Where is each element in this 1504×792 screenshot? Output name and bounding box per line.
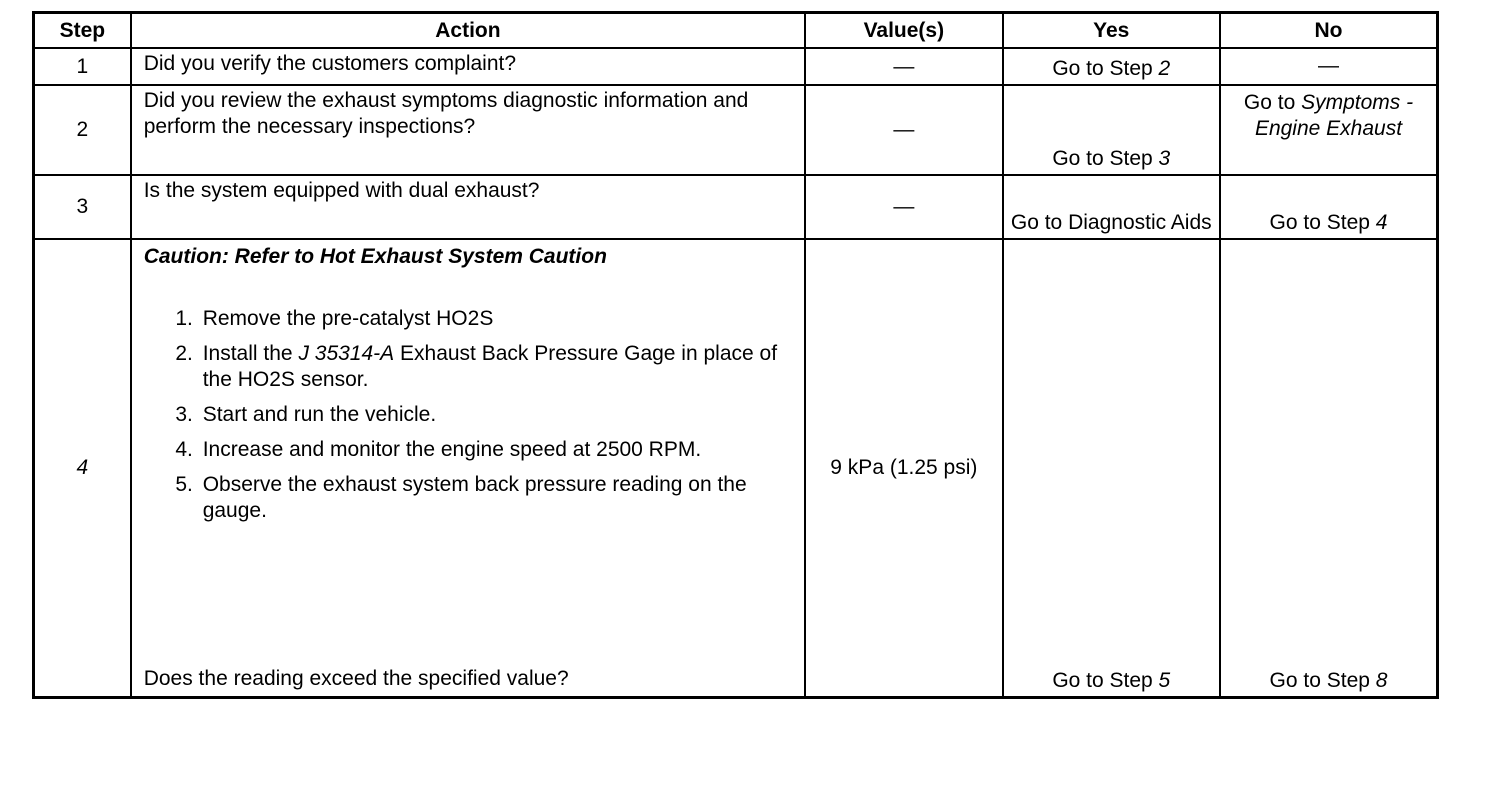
procedure-prefix: Install the: [202, 342, 299, 366]
no-cell: [1220, 175, 1438, 239]
table-row-step-3: [34, 175, 1438, 239]
action-text: Is the system equipped with dual exhaust?: [131, 175, 805, 239]
no-step-ref: 8: [1375, 669, 1388, 692]
no-cell: [1220, 85, 1438, 175]
action-text: Did you verify the customers complaint?: [131, 48, 805, 85]
step-number: 4: [34, 239, 131, 697]
procedure-step: 5. Observe the exhaust system back pressure reading on the gauge.: [199, 472, 792, 524]
yes-cell: [1003, 48, 1220, 85]
yes-prefix: Go to Step: [1052, 669, 1159, 692]
yes-step-ref: 2: [1158, 57, 1171, 81]
yes-prefix: Go to Step: [1052, 147, 1159, 171]
no-prefix: Go to Step: [1269, 669, 1376, 692]
no-cell: [1220, 239, 1438, 697]
procedure-step: 1. Remove the pre-catalyst HO2S: [199, 306, 792, 332]
header-values: Value(s): [805, 13, 1002, 49]
step-number: 3: [34, 175, 131, 239]
tool-part-number: J 35314-A: [298, 342, 395, 366]
header-row: [34, 13, 1438, 49]
procedure-list: [144, 306, 792, 524]
table-row-step-1: [34, 48, 1438, 85]
step-number: 1: [34, 48, 131, 85]
diagnostic-table: [32, 11, 1439, 699]
table-row-step-2: [34, 85, 1438, 175]
final-question: Does the reading exceed the specified value?: [143, 667, 569, 690]
no-prefix: Go to: [1243, 91, 1302, 115]
no-cell: —: [1220, 48, 1438, 85]
header-yes: Yes: [1003, 13, 1220, 49]
step-number: 2: [34, 85, 131, 175]
value-cell: 9 kPa (1.25 psi): [805, 239, 1002, 697]
action-text: [131, 239, 805, 697]
header-step: Step: [34, 13, 131, 49]
caution-note: Caution: Refer to Hot Exhaust System Caution: [143, 245, 607, 269]
procedure-suffix: Exhaust Back Pressure Gage in place of the HO2S sensor.: [202, 342, 778, 392]
procedure-step: 4. Increase and monitor the engine speed at 2500 RPM.: [199, 437, 792, 463]
no-prefix: Go to Step: [1269, 211, 1376, 235]
yes-cell: [1003, 85, 1220, 175]
table-row-step-4: [34, 239, 1438, 697]
no-step-ref: 4: [1375, 211, 1388, 235]
procedure-step: [199, 341, 792, 393]
yes-cell: Go to Diagnostic Aids: [1003, 175, 1220, 239]
yes-step-ref: 3: [1158, 147, 1171, 171]
action-text: Did you review the exhaust symptoms diagnostic information and perform the necessary inspections?: [131, 85, 805, 175]
value-cell: —: [805, 85, 1002, 175]
header-action: Action: [131, 13, 805, 49]
value-cell: —: [805, 48, 1002, 85]
value-cell: —: [805, 175, 1002, 239]
header-no: No: [1220, 13, 1438, 49]
no-symptoms-link: Symptoms - Engine Exhaust: [1254, 91, 1414, 141]
procedure-step: 3. Start and run the vehicle.: [199, 402, 792, 428]
yes-cell: [1003, 239, 1220, 697]
yes-prefix: Go to Step: [1052, 57, 1159, 81]
yes-step-ref: 5: [1158, 669, 1171, 692]
